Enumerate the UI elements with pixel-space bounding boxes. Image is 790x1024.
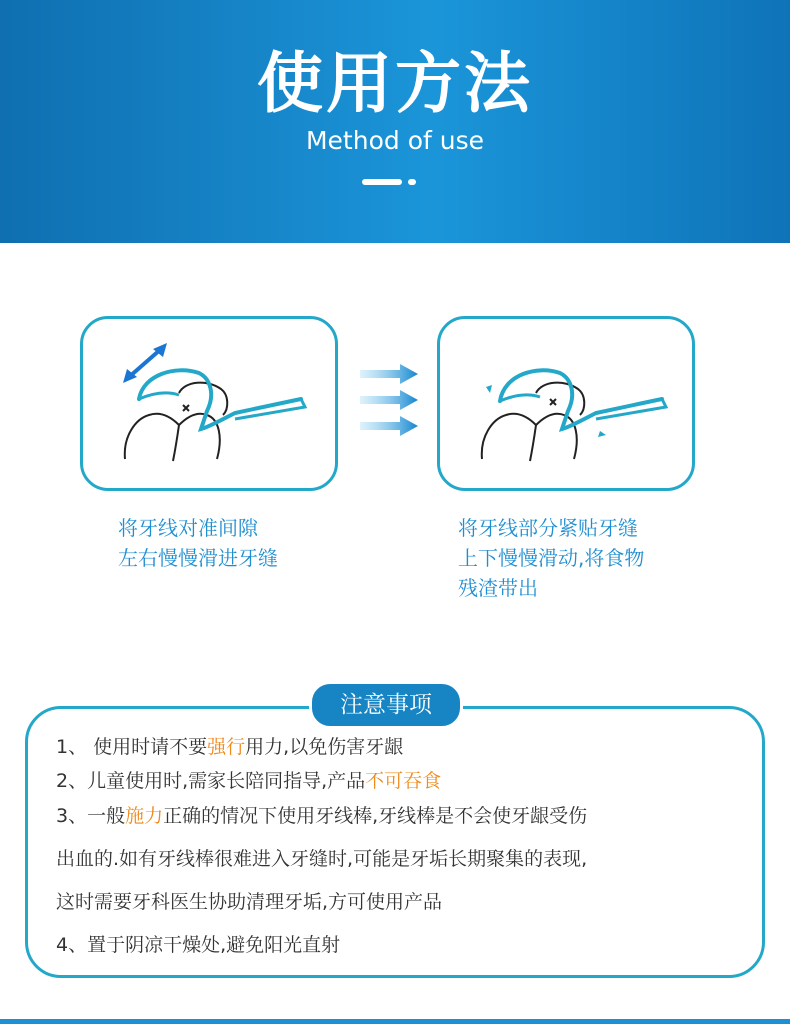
notice-item-3-text: 3、一般 xyxy=(56,805,126,827)
notice-item-2-highlight: 不可吞食 xyxy=(365,770,442,792)
footer-divider xyxy=(0,1019,790,1024)
notice-item-3-cont-2 xyxy=(56,888,442,916)
step-1-line-1: 将牙线对准间隙 xyxy=(118,516,258,540)
step-1-caption xyxy=(118,513,278,573)
page-subtitle: Method of use xyxy=(305,126,484,155)
notice-item-2-text: 2、儿童使用时,需家长陪同指导,产品 xyxy=(56,770,366,792)
notice-item-4 xyxy=(56,931,340,959)
step-1-line-2: 左右慢慢滑进牙缝 xyxy=(118,546,278,570)
notice-item-3-cont-1 xyxy=(56,845,587,873)
notice-item-3-cont-1-text: 出血的.如有牙线棒很难进入牙缝时,可能是牙垢长期聚集的表现, xyxy=(56,848,588,870)
step-2-line-3: 残渣带出 xyxy=(458,576,538,600)
flosser-slide-icon xyxy=(83,319,335,488)
header-banner xyxy=(0,0,790,243)
notice-item-3-highlight: 施力 xyxy=(125,805,164,827)
notice-item-3 xyxy=(56,802,587,830)
title-divider-long xyxy=(362,179,402,185)
flosser-scrape-icon xyxy=(440,319,692,488)
notice-item-2 xyxy=(56,767,441,795)
notice-item-1-text: 1、 使用时请不要 xyxy=(56,736,208,758)
notice-item-1 xyxy=(56,733,403,761)
page-title: 使用方法 xyxy=(257,45,533,122)
title-divider-dot xyxy=(408,179,416,185)
notice-title: 注意事项 xyxy=(309,681,463,729)
step-2-line-1: 将牙线部分紧贴牙缝 xyxy=(458,516,638,540)
notice-item-4-text: 4、置于阴凉干燥处,避免阳光直射 xyxy=(56,934,341,956)
step-1-card xyxy=(80,316,338,491)
triple-arrow-right-icon xyxy=(360,362,422,440)
step-2-line-2: 上下慢慢滑动,将食物 xyxy=(458,546,645,570)
step-2-card xyxy=(437,316,695,491)
notice-item-1-highlight: 强行 xyxy=(207,736,246,758)
notice-item-1-rest: 用力,以免伤害牙龈 xyxy=(245,736,404,758)
notice-item-3-rest: 正确的情况下使用牙线棒,牙线棒是不会使牙龈受伤 xyxy=(163,805,588,827)
step-2-caption xyxy=(458,513,644,603)
notice-item-3-cont-2-text: 这时需要牙科医生协助清理牙垢,方可使用产品 xyxy=(56,891,443,913)
